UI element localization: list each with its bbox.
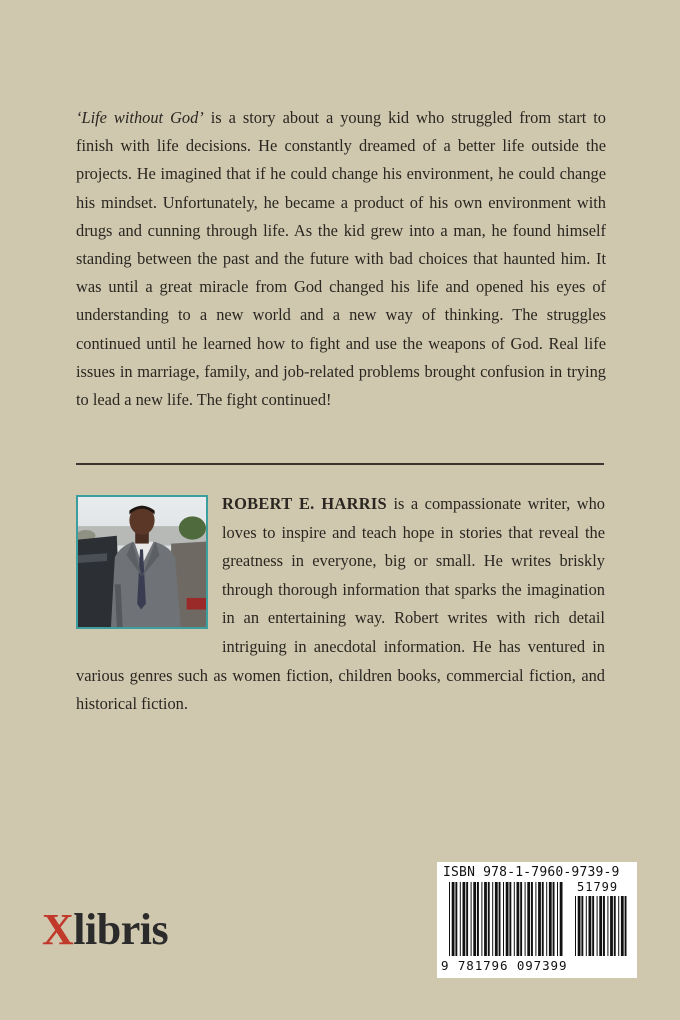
barcode-bar [535,882,536,956]
barcode-bar [592,896,594,956]
barcode-bar [506,882,509,956]
book-title-italic: ‘Life without God’ [76,108,204,127]
barcode-bar [473,882,476,956]
barcode-bar [492,882,493,956]
barcode-bar [449,882,450,956]
barcode-bar [589,896,592,956]
barcode-addon-digits: 51799 [577,880,619,894]
author-bio-text: is a compassionate writer, who loves to inspire and teach hope in stories that reveal the greatness in everyone, big or small. He writes briskly through thorough information that sparks the imagination in an entertaining way. Robert writes with rich detail intriguing in anecdotal information. He has ventured in various genres such as women fiction, children books, commercial fiction, and historical fiction. [76,494,605,714]
barcode-bar [531,882,533,956]
barcode-bar [586,896,587,956]
barcode-bar [455,882,457,956]
publisher-logo-rest: libris [73,905,169,954]
photo-float-spacer [76,490,222,633]
barcode-main-bars [449,882,563,956]
barcode-bar [499,882,501,956]
author-name: ROBERT E. HARRIS [222,494,387,513]
barcode-bar [538,882,541,956]
barcode-bar [599,896,602,956]
barcode-bar [546,882,547,956]
barcode-bar [625,896,627,956]
barcode-bar [471,882,472,956]
barcode-bar [477,882,479,956]
barcode-bar [514,882,515,956]
barcode-bar [603,896,605,956]
barcode-bar [542,882,544,956]
barcode-bar [503,882,504,956]
barcode-bar [575,896,576,956]
barcode-bar [560,882,563,956]
barcode-bar [557,882,558,956]
barcode-bar [495,882,498,956]
isbn-barcode [437,862,637,978]
barcode-bar [517,882,520,956]
barcode-bar [618,896,619,956]
barcode-bar [509,882,511,956]
barcode-bar [553,882,555,956]
barcode-addon-bars [575,896,630,956]
barcode-bar [460,882,461,956]
barcode-bar [525,882,526,956]
barcode-bar [484,882,487,956]
barcode-bar [578,896,581,956]
barcode-bar [597,896,598,956]
barcode-bar [481,882,482,956]
publisher-logo [42,905,169,954]
barcode-bar [614,896,616,956]
barcode-bar [610,896,613,956]
barcode-bar [581,896,583,956]
barcode-bar [621,896,624,956]
isbn-label: ISBN 978-1-7960-9739-9 [443,865,620,880]
back-cover-blurb [76,104,606,414]
barcode-bar [549,882,552,956]
barcode-bar [466,882,468,956]
section-divider [76,463,604,465]
barcode-bar [607,896,608,956]
publisher-logo-x: X [42,905,74,954]
barcode-human-readable: 9 781796 097399 [441,958,568,973]
barcode-bar [527,882,530,956]
barcode-bar [488,882,490,956]
barcode-bar [452,882,455,956]
barcode-bar [463,882,466,956]
author-bio [76,490,605,719]
blurb-text: is a story about a young kid who struggled from start to finish with life decisions. He constantly dreamed of a better life outside the projects. He imagined that if he could change his environment, he could change his mindset. Unfortunately, he became a product of his own environment with drugs and cunning through life. As the kid grew into a man, he found himself standing between the past and the future with bad choices that haunted him. It was until a great miracle from God changed his life and opened his eyes of understanding to a new world and a new way of thinking. The struggles continued until he learned how to fight and use the weapons of God. Real life issues in marriage, family, and job-related problems brought confusion in trying to lead a new life. The fight continued! [76,108,606,410]
barcode-bar [520,882,522,956]
